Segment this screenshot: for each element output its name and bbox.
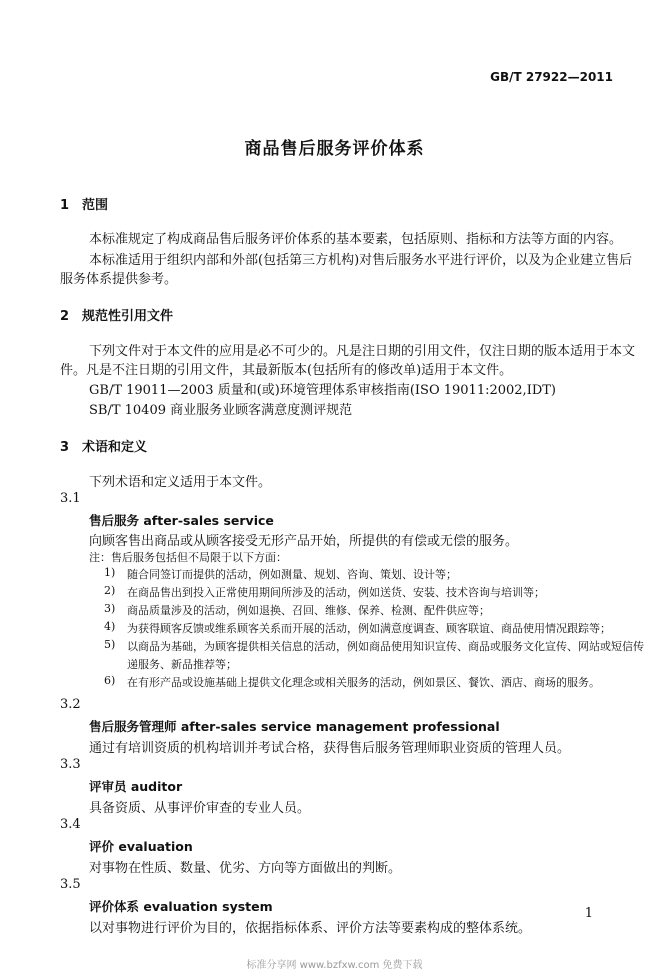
section-number: 3 xyxy=(60,440,70,455)
section-2-heading xyxy=(60,305,173,324)
note-item-text: 随合同签订而提供的活动，例如测量、规划、咨询、策划、设计等； xyxy=(127,568,457,581)
note-intro: 注：售后服务包括但不局限于以下方面： xyxy=(89,551,287,564)
section-title: 规范性引用文件 xyxy=(82,309,174,324)
clause-number: 3.3 xyxy=(60,757,81,772)
paragraph: 本标准规定了构成商品售后服务评价体系的基本要素，包括原则、指标和方法等方面的内容。 xyxy=(89,232,623,247)
paragraph: 服务体系提供参考。 xyxy=(60,272,178,287)
note-item-continuation: 递服务、新品推荐等； xyxy=(127,658,237,671)
note-item-number: 1) xyxy=(104,566,116,579)
clause-number: 3.1 xyxy=(60,491,81,506)
paragraph: 件。凡是不注日期的引用文件，其最新版本(包括所有的修改单)适用于本文件。 xyxy=(60,363,513,378)
note-item-number: 5) xyxy=(104,638,116,651)
paragraph: 本标准适用于组织内部和外部(包括第三方机构)对售后服务水平进行评价，以及为企业建立售后 xyxy=(89,253,633,268)
section-number: 1 xyxy=(60,198,70,213)
term-definition: 通过有培训资质的机构培训并考试合格，获得售后服务管理师职业资质的管理人员。 xyxy=(89,741,571,756)
page-number: 1 xyxy=(584,906,593,921)
section-title: 范围 xyxy=(82,198,109,213)
term-definition: 具备资质、从事评价审查的专业人员。 xyxy=(89,801,311,816)
note-item-number: 2) xyxy=(104,584,116,597)
term-definition: 对事物在性质、数量、优劣、方向等方面做出的判断。 xyxy=(89,861,402,876)
note-item-number: 4) xyxy=(104,620,116,633)
term-heading: 评价 evaluation xyxy=(89,839,193,854)
paragraph: 下列文件对于本文件的应用是必不可少的。凡是注日期的引用文件，仅注日期的版本适用于本文 xyxy=(89,344,636,359)
note-item-text: 在商品售出到投入正常使用期间所涉及的活动，例如送货、安装、技术咨询与培训等； xyxy=(127,586,545,599)
note-item-text: 在有形产品或设施基础上提供文化理念或相关服务的活动，例如景区、餐饮、酒店、商场的服务。 xyxy=(127,676,600,689)
note-item-text: 以商品为基础，为顾客提供相关信息的活动，例如商品使用知识宣传、商品或服务文化宣传、网站或短信传 xyxy=(127,640,644,653)
section-1-heading xyxy=(60,194,108,213)
term-heading: 评价体系 evaluation system xyxy=(89,899,273,914)
note-item-number: 3) xyxy=(104,602,116,615)
term-heading: 售后服务 after-sales service xyxy=(89,513,274,528)
note-item-text: 商品质量涉及的活动，例如退换、召回、维修、保养、检测、配件供应等； xyxy=(127,604,490,617)
clause-number: 3.4 xyxy=(60,817,81,832)
section-number: 2 xyxy=(60,309,70,324)
note-item-text: 为获得顾客反馈或维系顾客关系而开展的活动，例如满意度调查、顾客联谊、商品使用情况跟踪等； xyxy=(127,622,611,635)
term-definition: 以对事物进行评价为目的，依据指标体系、评价方法等要素构成的整体系统。 xyxy=(89,921,532,936)
note-item-number: 6) xyxy=(104,674,116,687)
document-title: 商品售后服务评价体系 xyxy=(244,139,425,159)
standard-number: GB/T 27922—2011 xyxy=(490,70,613,84)
term-heading: 评审员 auditor xyxy=(89,779,183,794)
clause-number: 3.5 xyxy=(60,877,81,892)
section-3-heading xyxy=(60,436,147,455)
term-heading: 售后服务管理师 after-sales service management professional xyxy=(89,719,500,734)
paragraph: 下列术语和定义适用于本文件。 xyxy=(89,475,272,490)
clause-number: 3.2 xyxy=(60,697,81,712)
section-title: 术语和定义 xyxy=(82,440,148,455)
term-definition: 向顾客售出商品或从顾客接受无形产品开始，所提供的有偿或无偿的服务。 xyxy=(89,534,519,549)
reference-entry: GB/T 19011—2003 质量和(或)环境管理体系审核指南(ISO 19011:2002,IDT) xyxy=(89,383,556,398)
watermark-text: 标准分享网 www.bzfxw.com 免费下载 xyxy=(246,960,423,971)
reference-entry: SB/T 10409 商业服务业顾客满意度测评规范 xyxy=(89,403,353,418)
